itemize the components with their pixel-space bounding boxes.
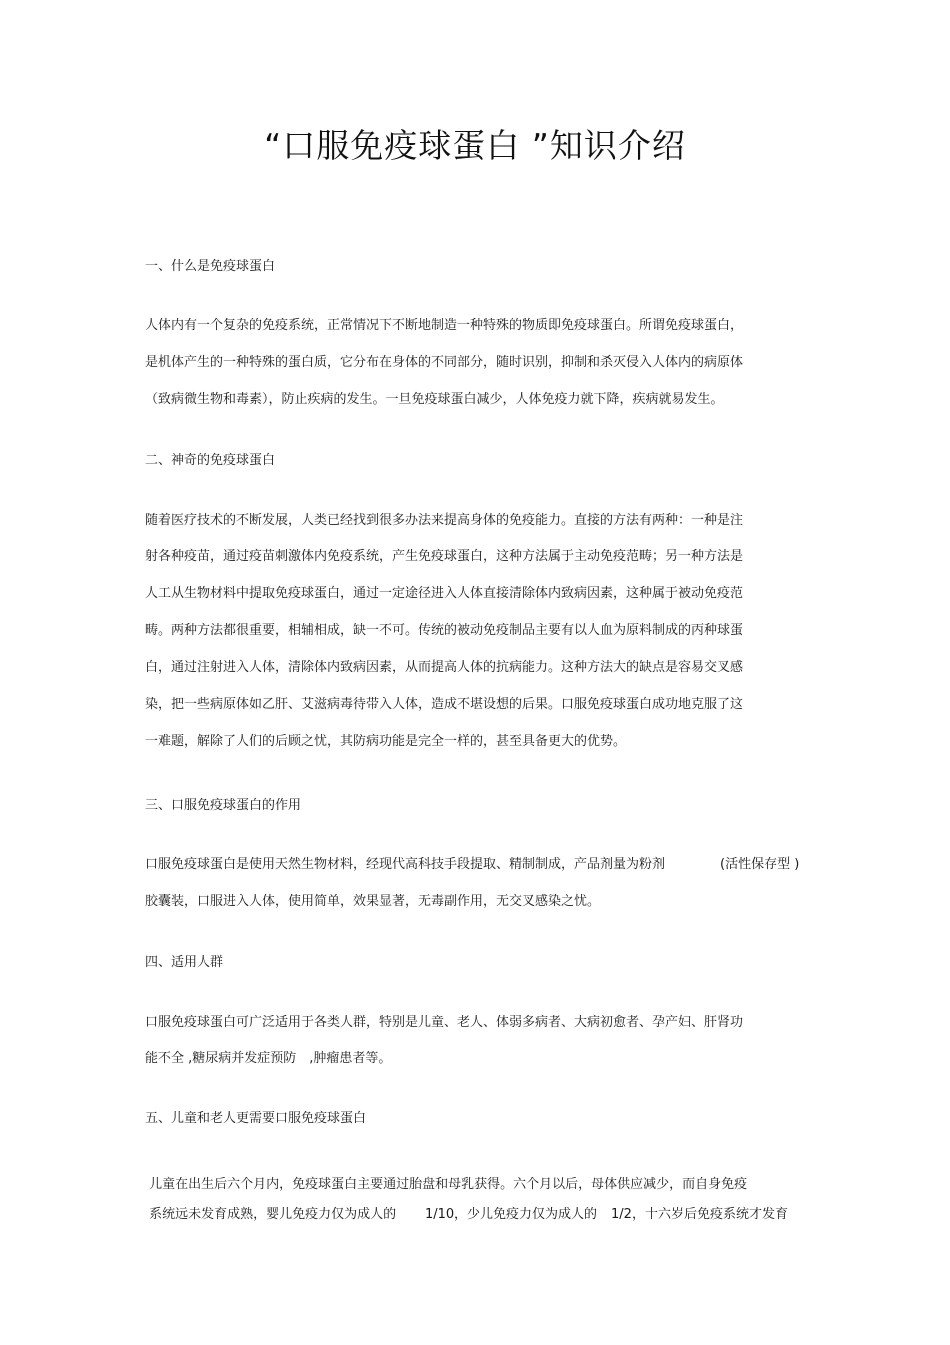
section-2-line-5: 白，通过注射进入人体，清除体内致病因素，从而提高人体的抗病能力。这种方法大的缺点是容易交叉感 — [145, 660, 744, 675]
section-5-line-2-part-d: ，十六岁后免疫系统才发育 — [632, 1207, 789, 1222]
section-2-line-1: 随着医疗技术的不断发展，人类已经找到很多办法来提高身体的免疫能力。直接的方法有两种：一种是注 — [145, 513, 744, 528]
section-heading-1: 一、什么是免疫球蛋白 — [145, 259, 276, 274]
section-1-line-2: 是机体产生的一种特殊的蛋白质，它分布在身体的不同部分，随时识别，抑制和杀灭侵入人体内的病原体 — [145, 355, 744, 370]
section-heading-5: 五、儿童和老人更需要口服免疫球蛋白 — [145, 1111, 367, 1126]
section-5-line-2-part-a: 1/10 — [425, 1207, 455, 1222]
section-3-line-1-tail: (活性保存型 ) — [720, 857, 800, 872]
section-2-line-3: 人工从生物材料中提取免疫球蛋白，通过一定途径进入人体直接清除体内致病因素，这种属于被动免疫范 — [145, 586, 744, 601]
section-3-line-1: 口服免疫球蛋白是使用天然生物材料，经现代高科技手段提取、精制制成，产品剂量为粉剂 — [145, 857, 666, 872]
section-2-line-4: 畴。两种方法都很重要，相辅相成，缺一不可。传统的被动免疫制品主要有以人血为原料制成的丙种球蛋 — [145, 623, 744, 638]
section-heading-4: 四、适用人群 — [145, 955, 224, 970]
section-heading-2: 二、神奇的免疫球蛋白 — [145, 453, 276, 468]
section-5-line-2-part-b: ，少儿免疫力仅为成人的 — [454, 1207, 598, 1222]
section-1-line-3: （致病微生物和毒素），防止疾病的发生。一旦免疫球蛋白减少，人体免疫力就下降，疾病就易发生。 — [145, 392, 724, 407]
section-5-line-2-part-c: 1/2 — [611, 1207, 632, 1222]
section-2-line-7: 一难题，解除了人们的后顾之忧，其防病功能是完全一样的，甚至具备更大的优势。 — [145, 734, 627, 749]
section-5-line-2: 系统远未发育成熟，婴儿免疫力仅为成人的 — [145, 1207, 397, 1222]
section-2-line-6: 染，把一些病原体如乙肝、艾滋病毒待带入人体，造成不堪设想的后果。口服免疫球蛋白成功地克服了这 — [145, 697, 744, 712]
section-4-line-1: 口服免疫球蛋白可广泛适用于各类人群，特别是儿童、老人、体弱多病者、大病初愈者、孕产妇、肝肾功 — [145, 1015, 744, 1030]
section-1-line-1: 人体内有一个复杂的免疫系统，正常情况下不断地制造一种特殊的物质即免疫球蛋白。所谓免疫球蛋白， — [145, 318, 744, 333]
page-title: “口服免疫球蛋白 ”知识介绍 — [264, 126, 686, 165]
section-4-line-2: 能不全 ,糖尿病并发症预防 ,肿瘤患者等。 — [145, 1051, 392, 1066]
section-5-line-1: 儿童在出生后六个月内，免疫球蛋白主要通过胎盘和母乳获得。六个月以后，母体供应减少，而自身免疫 — [145, 1177, 748, 1192]
section-heading-3: 三、口服免疫球蛋白的作用 — [145, 798, 302, 813]
section-2-line-2: 射各种疫苗，通过疫苗刺激体内免疫系统，产生免疫球蛋白，这种方法属于主动免疫范畴；另一种方法是 — [145, 549, 744, 564]
section-3-line-2: 胶囊装，口服进入人体，使用简单，效果显著，无毒副作用，无交叉感染之忧。 — [145, 894, 601, 909]
